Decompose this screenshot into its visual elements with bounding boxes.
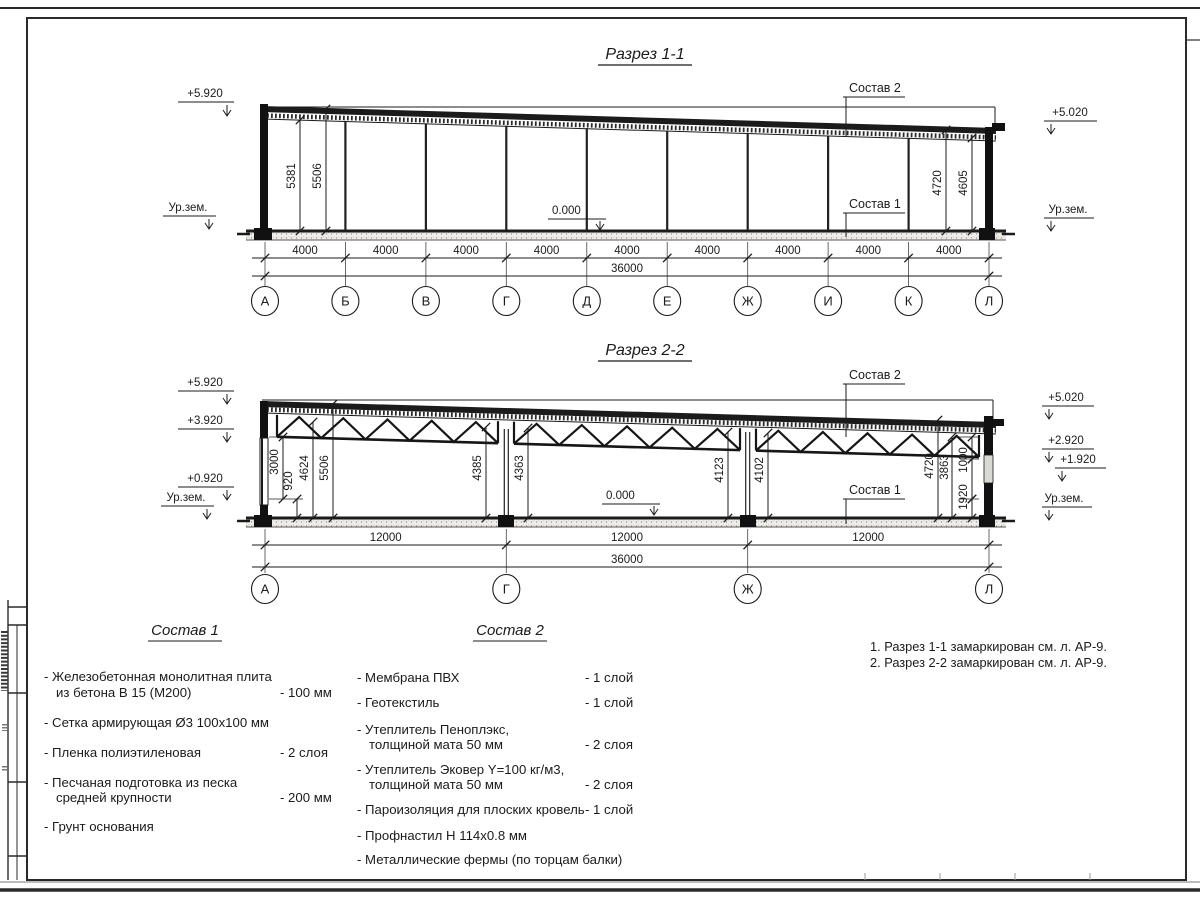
truss-bottom-chord: [277, 437, 498, 443]
section1-dim-chain-labels: [292, 245, 961, 275]
list-item: толщиной мата 50 мм: [369, 777, 503, 792]
axis-letter: К: [904, 293, 913, 309]
list-item: - Сетка армирующая Ø3 100х100 мм: [44, 715, 269, 730]
elevation-label: +5.920: [187, 377, 223, 389]
section2-zero-mark: [602, 490, 660, 515]
ground-level-label: Ур.зем.: [168, 202, 208, 214]
dim-label: 4102: [754, 457, 766, 483]
sostav1-heading: Состав 1: [151, 622, 219, 639]
list-qty: - 200 мм: [280, 790, 332, 805]
notes-block: [870, 639, 1107, 670]
truss-bottom-chord: [514, 444, 740, 450]
zero-level-label: 0.000: [606, 490, 635, 502]
section2-building: [237, 400, 1015, 527]
dim-label: 4624: [299, 455, 311, 481]
axis-letter: Г: [502, 293, 510, 309]
column-right: [985, 127, 993, 232]
ground-level-label: Ур.зем.: [166, 492, 206, 504]
axis-letter: Б: [341, 293, 350, 309]
roof-end-tab: [992, 123, 1005, 131]
elevation-label: +3.920: [187, 415, 223, 427]
bay-dim: 12000: [852, 532, 885, 544]
dim-label: 4605: [958, 170, 970, 196]
dim-label: 5381: [286, 163, 298, 189]
list-qty: - 1 слой: [585, 695, 634, 710]
axis-letter: Л: [984, 293, 994, 309]
list-item: - Железобетонная монолитная плита: [44, 669, 272, 684]
bay-dim: 12000: [611, 532, 643, 544]
list-qty: - 1 слой: [585, 802, 634, 817]
sostav2-block: [357, 622, 633, 867]
dim-label: 4720: [924, 453, 936, 479]
axis-letter: Д: [582, 293, 592, 309]
leader-label-sostav1: Состав 1: [849, 483, 901, 497]
leader-label-sostav2: Состав 2: [849, 368, 901, 382]
footing: [498, 515, 514, 527]
leader-label-sostav2: Состав 2: [849, 81, 901, 95]
column-left: [260, 104, 268, 232]
sostav2-heading: Состав 2: [476, 622, 544, 639]
list-qty: - 2 слоя: [585, 737, 633, 752]
list-item: - Грунт основания: [44, 819, 154, 834]
list-item: - Профнастил Н 114х0.8 мм: [357, 828, 527, 843]
section1-building: [237, 104, 1015, 240]
column-right-base: [984, 483, 993, 519]
roof-end-tab: [992, 419, 1004, 426]
dim-label: 1920: [958, 484, 970, 510]
section1-leaders: [843, 81, 905, 237]
bay-dim: 4000: [936, 245, 962, 257]
list-item: - Геотекстиль: [357, 695, 440, 710]
bay-dim: 4000: [694, 245, 721, 257]
bay-dim: 4000: [453, 245, 479, 257]
interior-columns: [345, 121, 908, 231]
ground-level-label: Ур.зем.: [1048, 204, 1088, 216]
axis-letter: Г: [502, 581, 510, 597]
leader-label-sostav1: Состав 1: [849, 197, 901, 211]
section1-zero-mark: [548, 205, 606, 230]
list-item: толщиной мата 50 мм: [369, 737, 503, 752]
sostav1-block: [44, 622, 332, 834]
axis-letter: А: [260, 293, 270, 309]
column-left-top: [260, 401, 268, 438]
column-right-panel: [984, 455, 993, 483]
bay-dim: 4000: [533, 245, 560, 257]
list-item: - Песчаная подготовка из песка: [44, 775, 238, 790]
dim-label: 3863: [939, 454, 951, 480]
section1-axis-bubbles: [252, 287, 1003, 316]
axis-letter: Ж: [741, 581, 754, 597]
bay-dim: 12000: [369, 532, 402, 544]
axis-letter: Л: [984, 581, 994, 597]
dim-label: 4363: [514, 455, 526, 481]
elevation-label: +2.920: [1048, 435, 1084, 447]
interior-columns: [504, 429, 749, 518]
list-qty: - 2 слоя: [585, 777, 633, 792]
ground-level-label: Ур.зем.: [1044, 493, 1084, 505]
bay-dim: 4000: [292, 245, 318, 257]
axis-letter: Е: [662, 293, 672, 309]
dim-label: 3000: [269, 449, 281, 475]
list-qty: - 2 слоя: [280, 745, 328, 760]
footing: [740, 515, 756, 527]
bay-dim: 4000: [372, 245, 399, 257]
section1-title: Разрез 1-1: [605, 46, 685, 63]
dim-label: 1000: [958, 447, 970, 473]
footing-left: [254, 228, 272, 240]
dim-label: 5506: [312, 163, 324, 189]
section1-vertical-dims: [286, 163, 970, 196]
dim-label: 4385: [472, 455, 484, 481]
footing-right: [979, 228, 995, 240]
list-item: - Мембрана ПВХ: [357, 670, 460, 685]
note-line: 2. Разрез 2-2 замаркирован см. л. АР-9.: [870, 655, 1107, 670]
footing: [254, 515, 272, 527]
footing: [979, 515, 995, 527]
list-item: - Металлические фермы (по торцам балки): [357, 852, 623, 867]
list-item: из бетона В 15 (М200): [56, 685, 192, 700]
note-line: 1. Разрез 1-1 замаркирован см. л. АР-9.: [870, 639, 1107, 654]
dim-label: 5506: [319, 455, 331, 481]
dim-label: 920: [283, 471, 295, 491]
list-item: - Утеплитель Пеноплэкс,: [357, 722, 510, 737]
dimension-lines: [252, 105, 1002, 573]
column-right-top: [984, 416, 993, 455]
elevation-label: +5.020: [1052, 107, 1088, 119]
dim-label: 4720: [932, 170, 944, 196]
elevation-label: +5.020: [1048, 392, 1084, 404]
list-qty: - 1 слой: [585, 670, 634, 685]
axis-letter: И: [823, 293, 833, 309]
list-item: - Утеплитель Эковер Y=100 кг/м3,: [357, 762, 565, 777]
zero-level-label: 0.000: [552, 205, 581, 217]
section2-dim-chain-labels: [370, 532, 884, 566]
section2-title: Разрез 2-2: [605, 342, 685, 359]
elevation-label: +1.920: [1060, 454, 1096, 466]
section2-axis-bubbles: [252, 575, 1003, 604]
bay-dim: 4000: [775, 245, 801, 257]
total-dim: 36000: [611, 554, 643, 566]
list-item: - Пленка полиэтиленовая: [44, 745, 201, 760]
list-qty: - 100 мм: [280, 685, 332, 700]
bay-dim: 4000: [855, 245, 882, 257]
bay-dim: 4000: [614, 245, 640, 257]
elevation-label: +5.920: [187, 88, 223, 100]
elevation-label: +0.920: [187, 473, 223, 485]
list-item: - Пароизоляция для плоских кровель: [357, 802, 585, 817]
axis-letter: А: [260, 581, 270, 597]
axis-letter: В: [421, 293, 431, 309]
total-dim: 36000: [611, 263, 643, 275]
dim-label: 4123: [714, 457, 726, 483]
axis-letter: Ж: [741, 293, 754, 309]
list-item: средней крупности: [56, 790, 172, 805]
